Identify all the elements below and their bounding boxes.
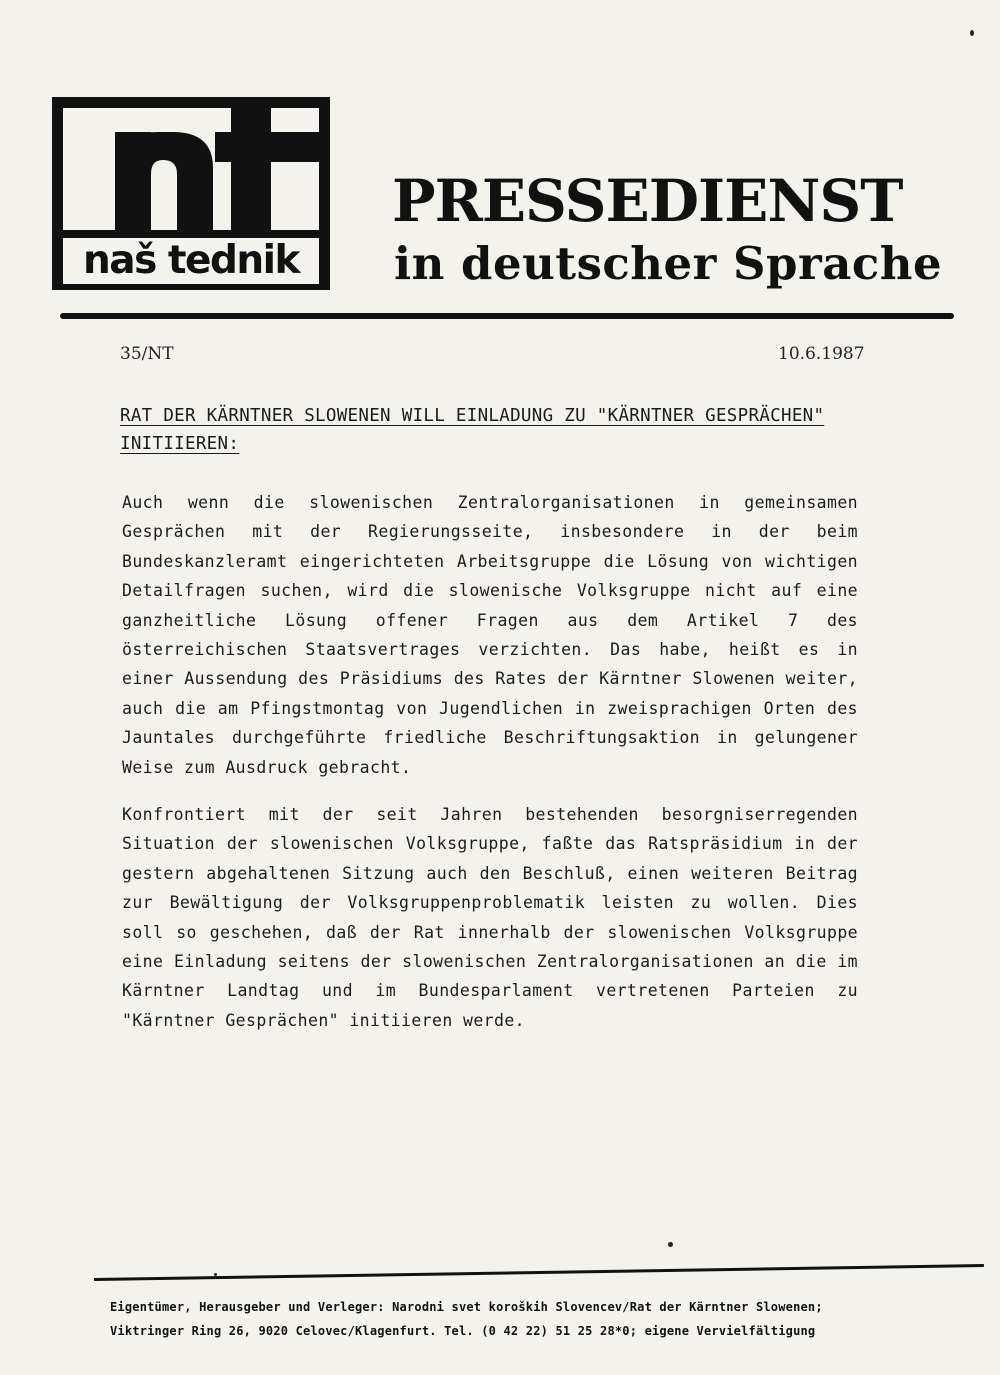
- nas-tednik-logo: [52, 97, 330, 290]
- page-title: PRESSEDIENST: [392, 167, 903, 235]
- ink-speck: [668, 1242, 673, 1247]
- footer-address-line: Viktringer Ring 26, 9020 Celovec/Klagenfurt. Tel. (0 42 22) 51 25 28*0; eigene Vervielfältigung: [110, 1324, 816, 1338]
- footer-publisher-line: Eigentümer, Herausgeber und Verleger: Narodni svet koroških Slovencev/Rat der Kärntner Slowenen;: [110, 1300, 823, 1314]
- reference-number: 35/NT: [120, 344, 174, 364]
- logo-name: naš tednik: [63, 238, 319, 284]
- logo-nt-mark: [63, 108, 319, 230]
- ink-speck: [970, 30, 974, 36]
- page-subtitle: in deutscher Sprache: [394, 237, 943, 290]
- logo-nt-mark-graphic: [63, 108, 319, 230]
- header-divider: [60, 313, 954, 319]
- document-date: 10.6.1987: [778, 344, 865, 364]
- body-paragraph-2: Konfrontiert mit der seit Jahren bestehenden besorgniserregenden Situation der slowenischen Volksgruppe, faßte das Ratspräsidium in der gestern abgehaltenen Sitzung auch den Beschluß, einen weiteren Beitrag zur Bewältigung der Volksgruppenproblematik leisten zu wollen. Dies soll so geschehen, daß der Rat innerhalb der slowenischen Volksgruppe eine Einladung seitens der slowenischen Zentralorganisationen an die im Kärntner Landtag und im Bundesparlament vertretenen Parteien zu "Kärntner Gesprächen" initiieren werde.: [122, 805, 858, 1030]
- headline-line-1: RAT DER KÄRNTNER SLOWENEN WILL EINLADUNG ZU "KÄRNTNER GESPRÄCHEN": [120, 406, 825, 426]
- body-paragraph-1: Auch wenn die slowenischen Zentralorganisationen in gemeinsamen Gesprächen mit der Regierungsseite, insbesondere in der beim Bundeskanzleramt eingerichteten Arbeitsgruppe die Lösung von wichtigen Detailfragen suchen, wird die slowenische Volksgruppe nicht auf eine ganzheitliche Lösung offener Fragen aus dem Artikel 7 des österreichischen Staatsvertrages verzichten. Das habe, heißt es in einer Aussendung des Präsidiums des Rates der Kärntner Slowenen weiter, auch die am Pfingstmontag von Jugendlichen in zweisprachigen Orten des Jauntales durchgeführte friedliche Beschriftungsaktion in gelungener Weise zum Ausdruck gebracht.: [122, 493, 858, 777]
- footer-divider: [94, 1264, 984, 1281]
- headline: [120, 402, 910, 458]
- headline-line-2: INITIIEREN:: [120, 434, 240, 454]
